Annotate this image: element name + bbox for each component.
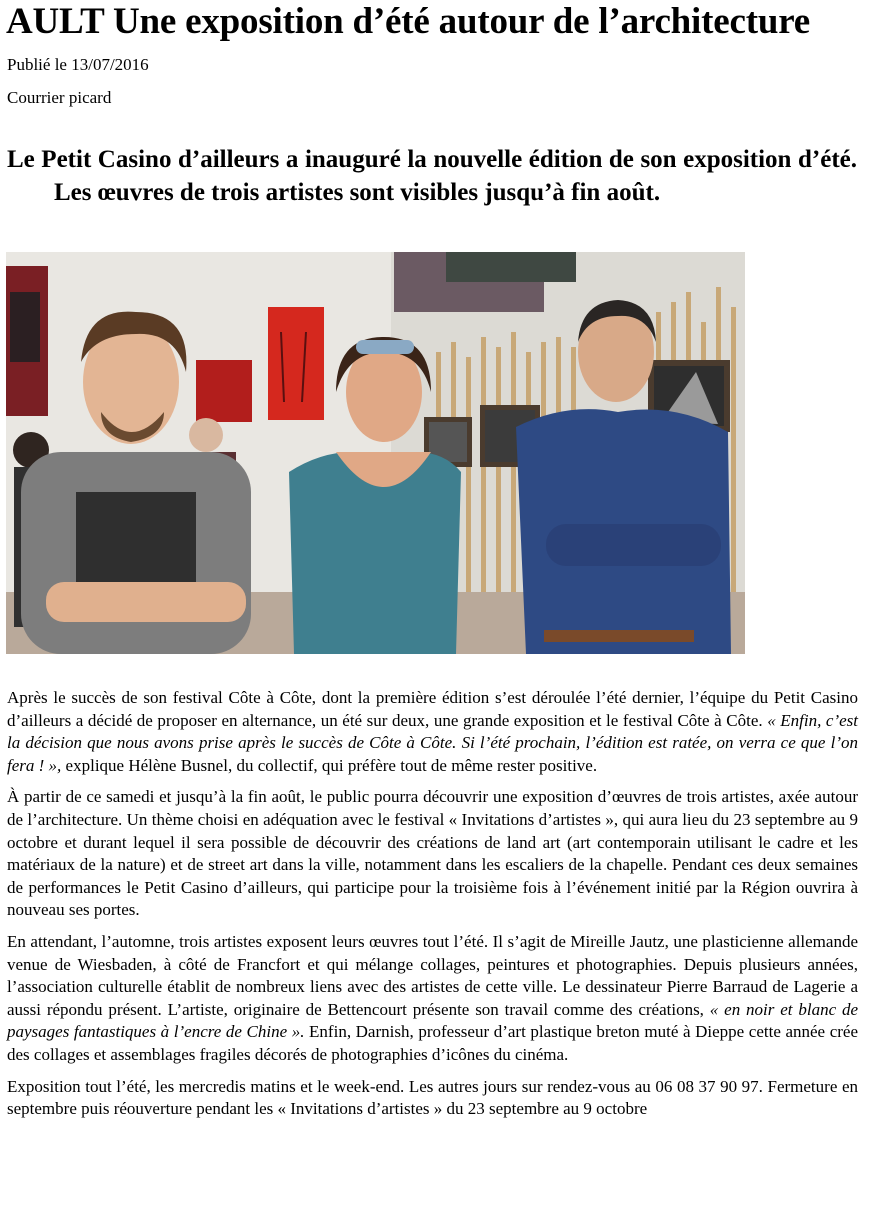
publish-date: Publié le 13/07/2016 <box>7 55 149 74</box>
source-name: Courrier picard <box>7 88 112 107</box>
paragraph-1-text: Après le succès de son festival Côte à Côte, dont la première édition s’est déroulée l’été dernier, l’équipe du Petit Casino d’ailleurs a décidé de proposer en alternance, un été sur deux, une grande exposition et le festival Côte à Côte. <box>7 688 858 730</box>
paragraph-4: Exposition tout l’été, les mercredis matins et le week-end. Les autres jours sur rendez-vous au 06 08 37 90 97. Fermeture en septembre puis réouverture pendant les « Invitations d’artistes » du 23 septembre au 9 octobre <box>7 1076 858 1119</box>
quote-busnel: « Enfin, c’est la décision que nous avons prise après le succès de Côte à Côte. Si l’été prochain, l’édition est ratée, on verra ce que l’on fera ! », <box>7 710 858 775</box>
paragraph-3 <box>7 931 858 1067</box>
article-title: AULT Une exposition d’été autour de l’architecture <box>6 1 810 42</box>
article-body <box>7 687 858 1130</box>
paragraph-1 <box>7 687 858 777</box>
paragraph-2: À partir de ce samedi et jusqu’à la fin août, le public pourra découvrir une exposition d’œuvres de trois artistes, axée autour de l’architecture. Un thème choisi en adéquation avec le festival « Invitations d’artistes », qui aura lieu du 23 septembre au 9 octobre et durant lequel il sera possible de découvrir des créations de land art (art contemporain utilisant le cadre et les matériaux de la nature) et de street art dans la ville, notamment dans les escaliers de la chapelle. Pendant ces deux semaines de performances le Petit Casino d’ailleurs, qui participe pour la troisième fois à l’événement initié par la Région ouvrira à nouveau ses portes. <box>7 787 858 920</box>
quote-artist: « en noir et blanc de paysages fantastiques à l’encre de Chine ». <box>7 999 859 1042</box>
photo-three-artists-icon <box>6 252 745 654</box>
paragraph-1-end: explique Hélène Busnel, du collectif, qui préfère tout de même rester positive. <box>61 755 598 775</box>
paragraph-3-text: En attendant, l’automne, trois artistes exposent leurs œuvres tout l’été. Il s’agit de Mireille Jautz, une plasticienne allemande venue de Wiesbaden, à côté de Francfort et qui mélange collages, peintures et photographies. Depuis plusieurs années, l’association culturelle établit de nombreux liens avec des artistes de cette ville. Le dessinateur Pierre Barraud de Lagerie a aussi répondu présent. L’artiste, originaire de Bettencourt présente son travail comme des créations, <box>7 931 858 1019</box>
article-photo <box>6 252 745 654</box>
paragraph-3-end: Enfin, Darnish, professeur d’art plastique breton muté à Dieppe cette année crée des collages et assemblages fragiles décorés de photographies d’icônes du cinéma. <box>7 1022 858 1064</box>
article-lede: Le Petit Casino d’ailleurs a inauguré la nouvelle édition de son exposition d’été. Les œuvres de trois artistes sont visibles jusqu’à fin août. <box>7 146 857 206</box>
